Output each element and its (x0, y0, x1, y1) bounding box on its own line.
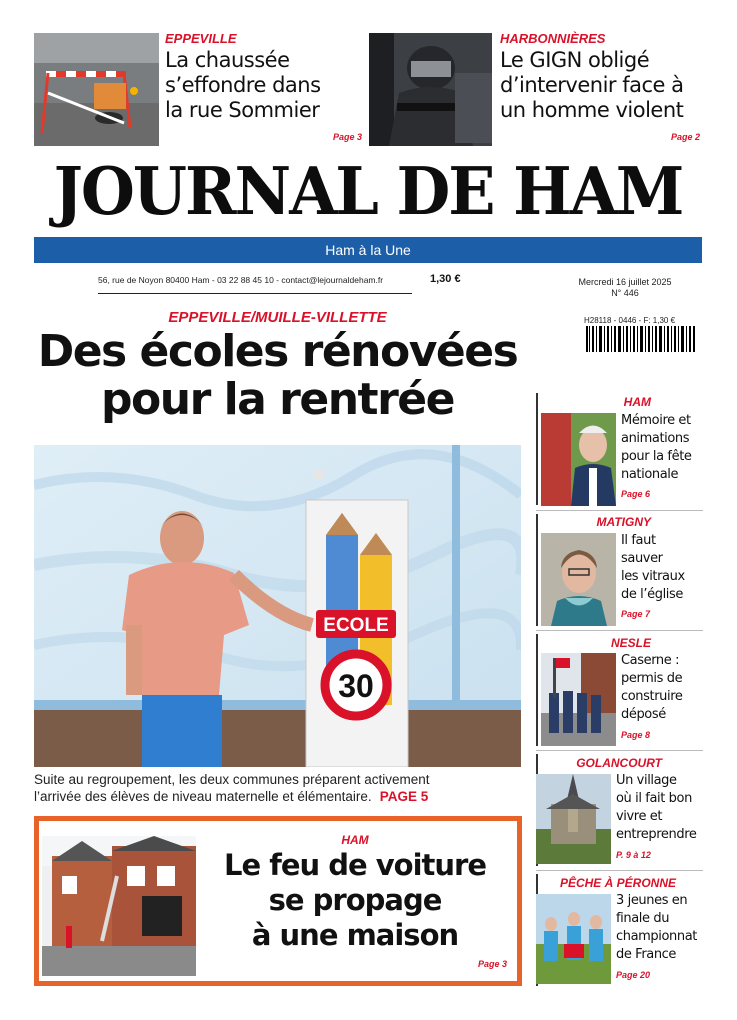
sidebar-divider (536, 630, 703, 631)
issue-date-block (555, 277, 695, 299)
sidebar-divider (536, 510, 703, 511)
teaser-1-title-line: s’effondre dans (165, 73, 321, 97)
main-kicker: EPPEVILLE/MUILLE-VILLETTE (168, 309, 387, 326)
sidebar-3-line: construire (621, 689, 683, 704)
sidebar-5-photo[interactable] (536, 894, 611, 984)
sidebar-5-line: championnat (616, 929, 697, 944)
main-headline[interactable] (34, 328, 521, 424)
gign-photo[interactable] (369, 33, 492, 146)
sign-speed-limit: 30 (338, 668, 374, 704)
sidebar-1-title[interactable] (621, 412, 692, 484)
sidebar-5-title[interactable] (616, 892, 697, 964)
sidebar-3-line: Caserne : (621, 653, 680, 668)
sidebar-2-line: Il faut (621, 533, 656, 548)
section-bar: Ham à la Une (34, 237, 702, 263)
sidebar-3-page[interactable]: Page 8 (621, 730, 651, 740)
teaser-2-title[interactable] (500, 48, 684, 123)
sidebar-rule (536, 634, 538, 746)
sidebar-4-page[interactable]: P. 9 à 12 (616, 850, 651, 860)
issue-number: N° 446 (611, 288, 639, 298)
sidebar-4-title[interactable] (616, 772, 696, 844)
sidebar-2-photo[interactable] (541, 533, 616, 626)
sidebar-1-line: pour la fête (621, 449, 692, 464)
sidebar-4-line: vivre et (616, 809, 663, 824)
teaser-1-title-line: la rue Sommier (165, 98, 320, 122)
sidebar-4-photo[interactable] (536, 774, 611, 864)
caption-line: l’arrivée des élèves de niveau maternelle et élémentaire. (34, 789, 372, 804)
sidebar-3-line: permis de (621, 671, 683, 686)
fire-headline[interactable] (200, 848, 510, 953)
sidebar-divider (536, 870, 703, 871)
caption-line: Suite au regroupement, les deux communes préparent activement (34, 772, 430, 787)
caption-page-link[interactable]: PAGE 5 (379, 789, 429, 804)
sidebar-divider (536, 750, 703, 751)
teaser-2-title-line: Le GIGN obligé (500, 48, 650, 72)
school-photo[interactable] (34, 445, 521, 767)
sidebar-1-line: animations (621, 431, 690, 446)
masthead-title: JOURNAL DE HAM (53, 153, 683, 230)
main-headline-line: Des écoles rénovées (37, 326, 518, 377)
sidebar-4-line: où il fait bon (616, 791, 692, 806)
divider (98, 293, 412, 294)
fire-headline-line: à une maison (251, 918, 459, 952)
sidebar-1-kicker: HAM (623, 395, 651, 409)
barcode-text: H28118 - 0446 - F: 1,30 € (584, 316, 676, 325)
teaser-1-kicker: EPPEVILLE (165, 31, 237, 46)
sidebar-2-line: les vitraux (621, 569, 685, 584)
price: 1,30 € (430, 273, 461, 285)
sign-ecole: ECOLE (323, 615, 389, 636)
issue-date: Mercredi 16 juillet 2025 (578, 277, 672, 287)
teaser-1-title[interactable] (165, 48, 321, 123)
sidebar-rule (536, 514, 538, 626)
sidebar-2-page[interactable]: Page 7 (621, 609, 651, 619)
sidebar-1-photo[interactable] (541, 413, 616, 506)
sidebar-5-line: finale du (616, 911, 670, 926)
fire-headline-line: Le feu de voiture (223, 848, 487, 882)
fire-page[interactable]: Page 3 (478, 959, 508, 969)
sidebar-2-line: sauver (621, 551, 663, 566)
teaser-2-page[interactable]: Page 2 (671, 132, 701, 142)
main-caption (34, 771, 521, 805)
sidebar-5-kicker: PÊCHE À PÉRONNE (559, 876, 676, 890)
sidebar-5-line: de France (616, 947, 677, 962)
sidebar-rule (536, 393, 538, 505)
sidebar-3-kicker: NESLE (610, 636, 651, 650)
main-headline-line: pour la rentrée (101, 374, 454, 425)
sidebar-3-line: déposé (621, 707, 666, 722)
sidebar-1-line: Mémoire et (621, 413, 691, 428)
sidebar-4-line: Un village (616, 773, 677, 788)
sidebar-3-title[interactable] (621, 652, 682, 724)
teaser-2-title-line: d’intervenir face à (500, 73, 684, 97)
teaser-1-title-line: La chaussée (165, 48, 290, 72)
sidebar-1-line: nationale (621, 467, 679, 482)
teaser-1-page[interactable]: Page 3 (333, 132, 363, 142)
sidebar-5-page[interactable]: Page 20 (616, 970, 651, 980)
sidebar-4-line: entreprendre (616, 827, 697, 842)
caption-line-2 (34, 788, 521, 805)
sidebar-3-photo[interactable] (541, 653, 616, 746)
fire-headline-line: se propage (268, 883, 442, 917)
roadworks-photo[interactable] (34, 33, 159, 146)
sidebar-1-page[interactable]: Page 6 (621, 489, 651, 499)
contact-line: 56, rue de Noyon 80400 Ham - 03 22 88 45 10 - contact@lejournaldeham.fr (98, 275, 384, 285)
teaser-2-title-line: un homme violent (500, 98, 684, 122)
sidebar-5-line: 3 jeunes en (616, 893, 688, 908)
sidebar-2-kicker: MATIGNY (596, 515, 651, 529)
barcode (586, 326, 696, 352)
teaser-2-kicker: HARBONNIÈRES (500, 31, 606, 46)
sidebar-4-kicker: GOLANCOURT (576, 756, 662, 770)
sidebar-2-line: de l’église (621, 587, 683, 602)
fire-photo[interactable] (42, 836, 196, 976)
fire-kicker: HAM (341, 833, 369, 847)
sidebar-2-title[interactable] (621, 532, 685, 604)
